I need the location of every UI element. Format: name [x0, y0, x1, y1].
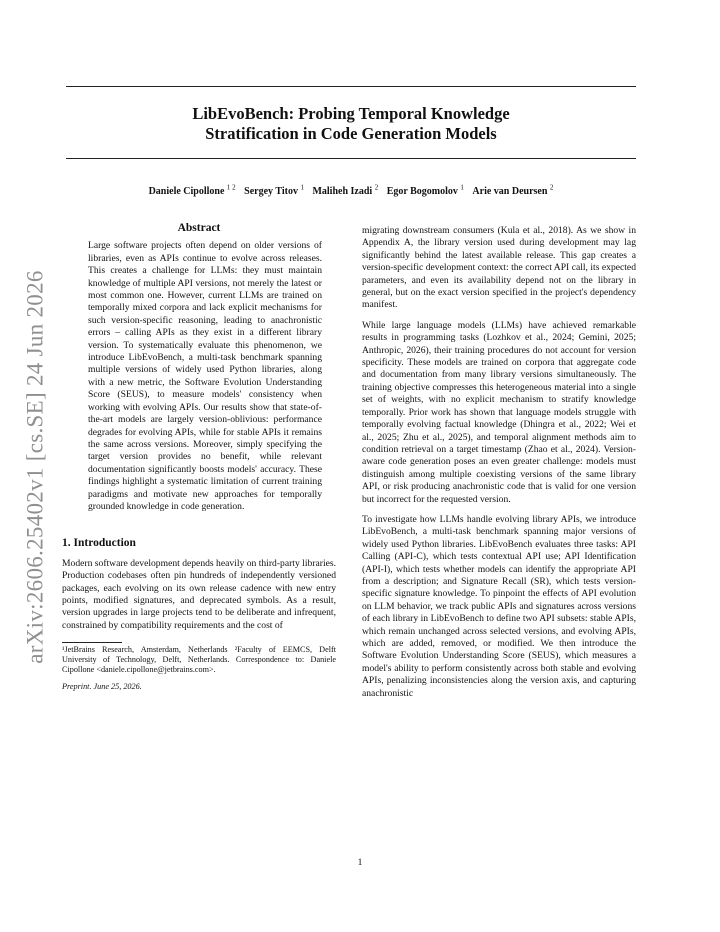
preprint-date: Preprint. June 25, 2026.	[62, 682, 142, 692]
author: Arie van Deursen $^2$	[472, 184, 554, 198]
author-list	[66, 184, 636, 197]
intro-paragraph-2: migrating downstream consumers (Kula et al., 2018). As we show in Appendix A, the library version used during development may lag significantly behind the latest available release. This gap creates a version-specific development context: the correct API call, its expected parameters, and even its availability depend not on the library in general, but on the exact version specified in the project's dependency manifest.	[362, 225, 636, 311]
left-column	[62, 222, 336, 694]
paper-title-line-1: LibEvoBench: Probing Temporal Knowledge	[192, 104, 510, 123]
paper-title	[66, 104, 636, 144]
author: Maliheh Izadi $^2$	[312, 184, 379, 198]
affiliation-footnote: ¹JetBrains Research, Amsterdam, Netherlands ²Faculty of EEMCS, Delft University of Technology, Delft, Netherlands. Correspondence to: Daniele Cipollone <daniele.cipollone@jetbrains.com>.	[62, 645, 336, 675]
arxiv-identifier-stamp	[20, 262, 52, 672]
right-column	[362, 225, 636, 708]
intro-paragraph-4: To investigate how LLMs handle evolving library APIs, we introduce LibEvoBench, a multi-task benchmark spanning major versions of widely used Python libraries. LibEvoBench evaluates three tasks: API Calling (API-C), which tests contextual API use; API Identification (API-I), which tests whether models can identify the appropriate API from a description; and Signature Recall (SR), which tests version-specific signature knowledge. To pinpoint the effects of API evolution on LLM behavior, we track public APIs and signatures across versions of each library in LibEvoBench to define two API subsets: stable APIs, which remain unchanged across selected versions, and evolving APIs, which are added, removed, or modified. We then introduce the Software Evolution Understanding Score (SEUS), which measures a model's ability to perform consistently across both stable and evolving APIs, penalizing inconsistencies along the version axis, and capturing anachronistic	[362, 513, 636, 699]
paper-title-line-2: Stratification in Code Generation Models	[205, 124, 497, 143]
page-number: 1	[357, 858, 363, 868]
intro-paragraph-3: While large language models (LLMs) have achieved remarkable results in programming tasks (Lozhkov et al., 2024; Gemini, 2025; Anthropic, 2026), their training procedures do not account for version specificity. These models are trained on corpora that aggregate code and documentation from many library versions simultaneously. The training objective compresses this heterogeneous material into a single set of weights, with no explicit mechanism to stratify knowledge temporally. Prior work has shown that language models struggle with temporally evolving factual knowledge (Dhingra et al., 2022; Wei et al., 2025; Zhu et al., 2025), and temporal alignment methods aim to condition retrieval on a target timestamp (Zhao et al., 2024). Version-aware code generation poses an even greater challenge: models must distinguish among multiple coexisting versions of the same library API, or risk producing anachronistic code that is valid for one version but incorrect for the requested version.	[362, 319, 636, 505]
footnote-rule	[62, 642, 122, 643]
section-heading-introduction: 1. Introduction	[62, 537, 136, 550]
title-bottom-rule	[66, 158, 636, 159]
intro-paragraph-1: Modern software development depends heavily on third-party libraries. Production codebases often pin hundreds of independently versioned packages, each evolving on its own release cadence with new entry points, modified signatures, and deprecated symbols. As a result, version upgrades in large projects tend to be deliberate and infrequent, constrained by compatibility requirements and the cost of	[62, 557, 336, 631]
arxiv-identifier-text: arXiv:2606.25402v1 [cs.SE] 24 Jun 2026	[23, 270, 48, 664]
abstract-text: Large software projects often depend on older versions of libraries, even as APIs continue to evolve across releases. This creates a challenge for LLMs: they must maintain knowledge of multiple API versions, not merely the latest or most common one. However, current LLMs are trained on temporally mixed corpora and lack explicit mechanisms for such version-specific reasoning, leading to anachronistic errors – calling APIs as they exist in a different library version. To systematically evaluate this phenomenon, we introduce LibEvoBench, a multi-task benchmark spanning multiple versions of widely used Python libraries, along with a new metric, the Software Evolution Understanding Score (SEUS), to measure models' consistency when working with evolving APIs. Our results show that state-of-the-art models are largely version-oblivious: performance degrades for evolving APIs, while for stable APIs it remains the same across versions. Moreover, simply specifying the target version provides no benefit, while relevant documentation significantly boosts models' accuracy. These findings highlight a systematic limitation of current training paradigms and motivate new approaches for temporally grounded knowledge in code generation.	[88, 240, 322, 512]
title-top-rule	[66, 86, 636, 87]
abstract-heading: Abstract	[177, 222, 221, 234]
author: Egor Bogomolov $^1$	[386, 184, 464, 198]
author: Sergey Titov $^1$	[244, 184, 304, 198]
author: Daniele Cipollone $^{1 2}$	[148, 184, 236, 198]
